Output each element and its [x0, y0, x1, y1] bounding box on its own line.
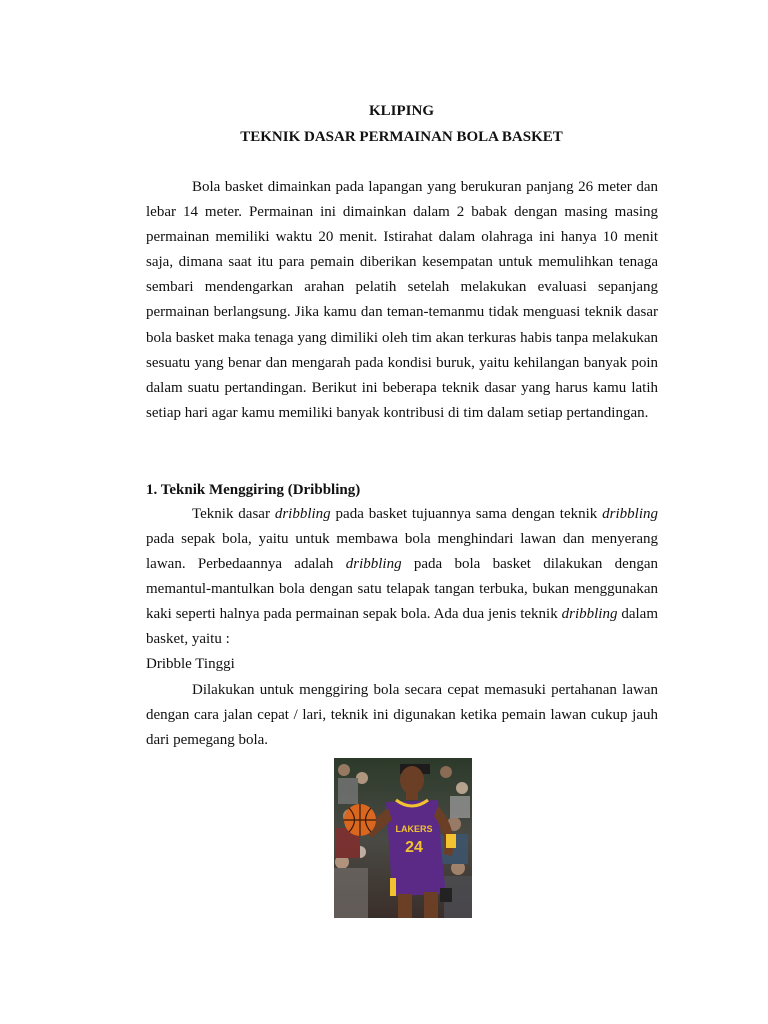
- intro-paragraph: Bola basket dimainkan pada lapangan yang berukuran panjang 26 meter dan lebar 14 meter. Permainan ini dimainkan dalam 2 babak dengan masing masing permainan memiliki waktu 20 menit. Istirahat dalam olahraga ini hanya 10 menit saja, dimana saat itu para pemain diberikan kesempatan untuk memulihkan tenaga sembari mendengarkan arahan pelatih setelah melakukan evaluasi sepanjang permainan berlangsung. Jika kamu dan teman-temanmu tidak menguasi teknik dasar bola basket maka tenaga yang dimiliki oleh tim akan terkuras habis tanpa melakukan sesuatu yang benar dan mengarah pada kondisi buruk, yaitu kehilangan banyak poin dalam suatu pertandingan. Berikut ini beberapa teknik dasar yang harus kamu latih setiap hari agar kamu memiliki banyak kontribusi di tim dalam setiap pertandingan.: [146, 179, 658, 421]
- dribbling-paragraph: [146, 502, 658, 653]
- italic-term: dribbling: [561, 606, 618, 623]
- document-title: KLIPING: [368, 103, 434, 119]
- italic-term: dribbling: [274, 506, 331, 522]
- italic-term: dribbling: [345, 556, 402, 573]
- basketball-player-photo: [334, 758, 472, 918]
- svg-text:LAKERS: LAKERS: [395, 824, 433, 834]
- paragraph-text: pada bola basket dilakukan dengan memantul-mantulkan bola dengan satu telapak tangan terbuka, bukan menggunakan kaki seperti halnya pada permainan sepak bola. Ada dua jenis teknik: [146, 556, 658, 623]
- subheading: Dribble Tinggi: [146, 656, 235, 672]
- italic-term: dribbling: [602, 506, 658, 522]
- paragraph-text: pada basket tujuannya sama dengan teknik: [330, 506, 603, 522]
- section-heading: 1. Teknik Menggiring (Dribbling): [146, 482, 361, 498]
- dribble-tinggi-paragraph: Dilakukan untuk menggiring bola secara cepat memasuki pertahanan lawan dengan cara jalan cepat / lari, teknik ini digunakan ketika pemain lawan cukup jauh dari pemegang bola.: [146, 682, 658, 749]
- svg-text:24: 24: [405, 839, 423, 856]
- document-subtitle: TEKNIK DASAR PERMAINAN BOLA BASKET: [240, 129, 563, 145]
- paragraph-text: dalam basket, yaitu :: [146, 606, 658, 648]
- paragraph-text: Teknik dasar: [192, 506, 275, 522]
- paragraph-text: pada sepak bola, yaitu untuk membawa bola menghindari lawan dan menyerang lawan. Perbedaannya adalah: [146, 531, 658, 573]
- basketball: [344, 804, 376, 836]
- player-illustration: [334, 758, 472, 918]
